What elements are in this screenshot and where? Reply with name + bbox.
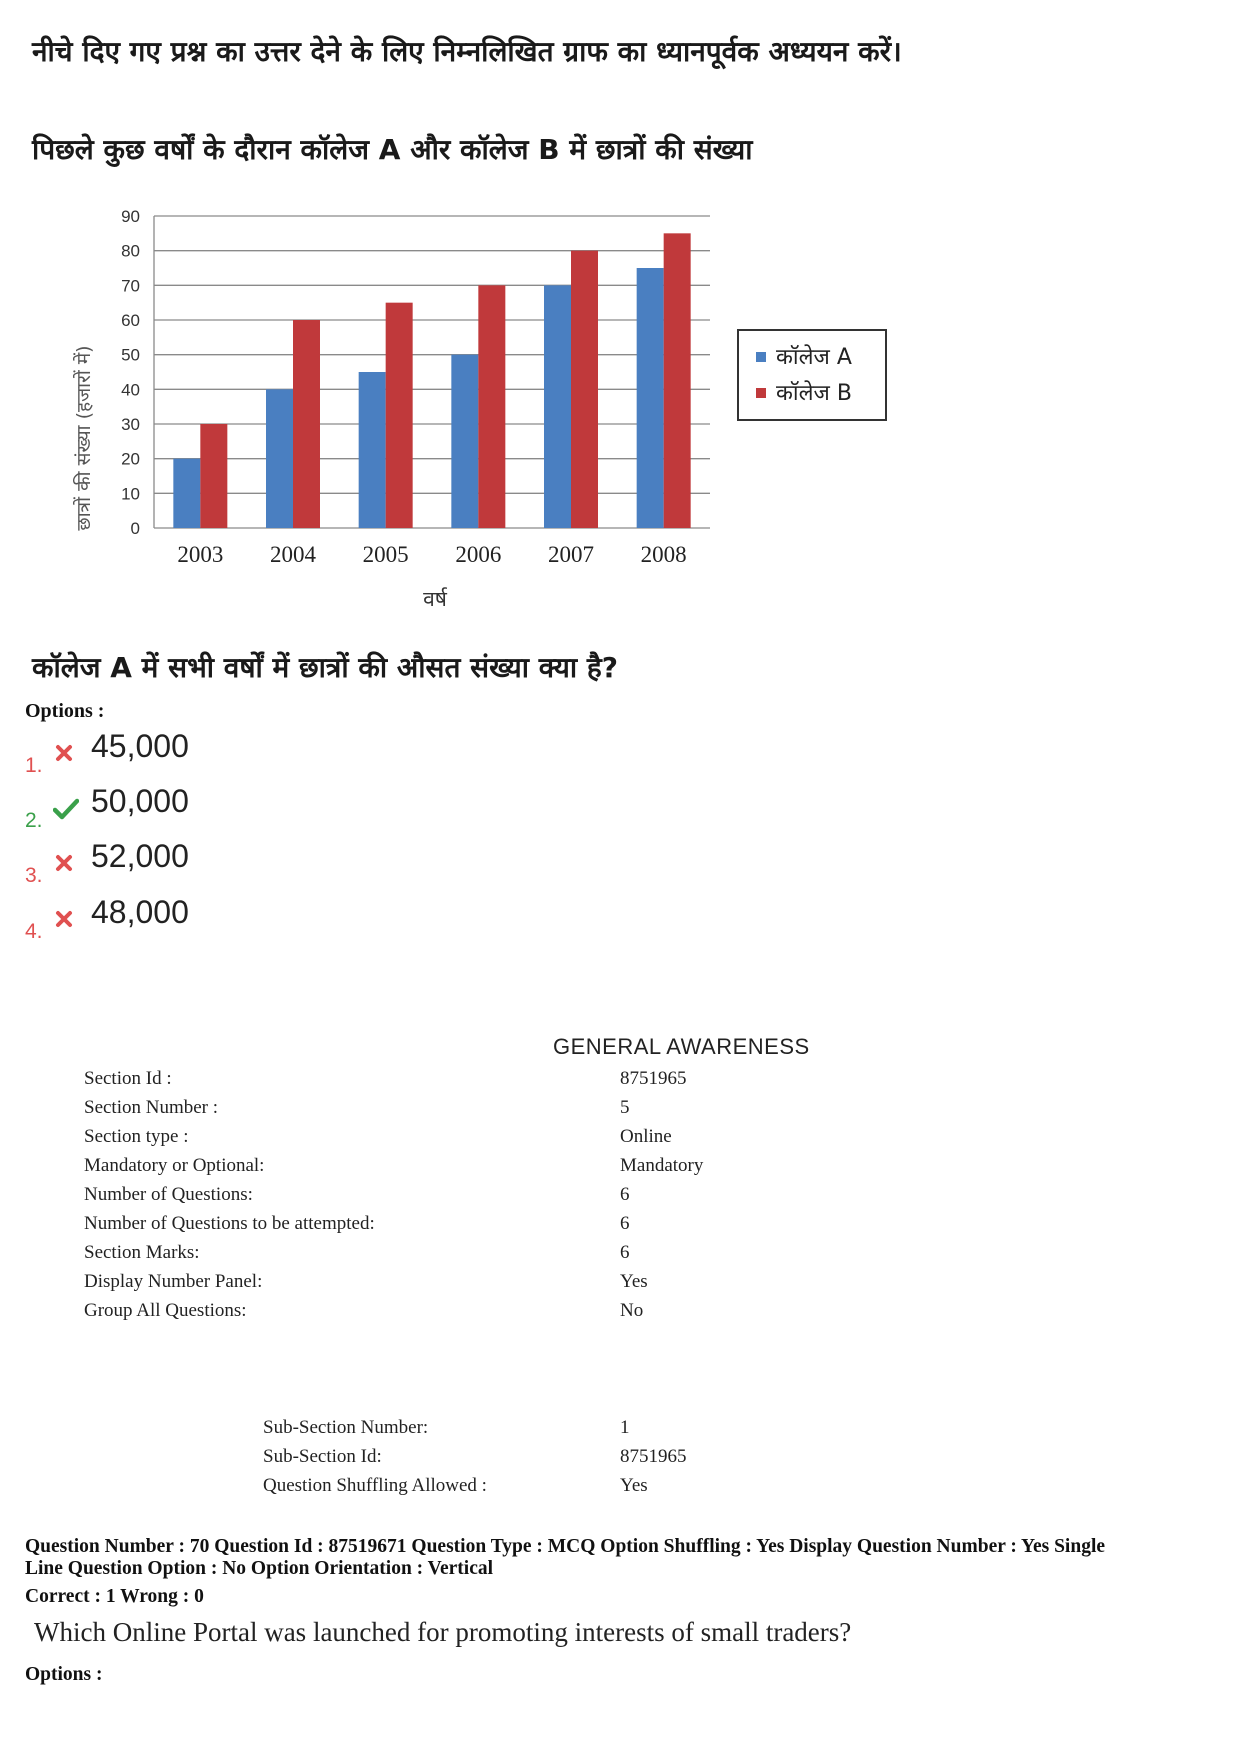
question-text-70: Which Online Portal was launched for promoting interests of small traders? [34,1617,852,1647]
bar-college-b-2003 [200,424,227,528]
cross-icon [53,852,77,876]
cross-icon [53,908,77,932]
y-tick-label: 50 [121,345,140,365]
info-value: 1 [620,1417,630,1438]
subsection-info-row [0,1475,1240,1504]
bar-college-a-2004 [266,389,293,528]
legend-box [738,330,886,420]
section-info-row [0,1155,1240,1184]
bar-college-a-2003 [173,459,200,528]
bar-chart [60,196,920,636]
info-value: 8751965 [620,1068,687,1089]
subsection-info-row [0,1446,1240,1475]
options-label-70: Options : [25,1664,103,1685]
chart-heading: पिछले कुछ वर्षों के दौरान कॉलेज A और कॉलेज B में छात्रों की संख्या [32,133,753,166]
y-tick-label: 30 [121,415,140,434]
bar-college-b-2007 [571,251,598,528]
chart-bars [173,233,690,528]
option-4 [25,894,425,944]
options-label: Options : [25,700,105,722]
bar-college-a-2007 [544,285,571,528]
info-value: Yes [620,1271,648,1292]
option-number: 2. [25,809,43,832]
option-number: 4. [25,920,43,943]
y-tick-label: 70 [121,276,140,296]
y-tick-label: 40 [121,380,140,400]
info-key: Section type : [84,1126,189,1147]
option-value: 48,000 [91,894,189,930]
question-meta-line-2: Line Question Option : No Option Orientation : Vertical [25,1558,494,1579]
bar-college-a-2006 [451,355,478,528]
question-marks: Correct : 1 Wrong : 0 [25,1586,204,1607]
y-tick-labels [121,207,140,538]
option-2 [25,783,425,833]
info-value: Online [620,1126,672,1147]
info-key: Group All Questions: [84,1300,247,1321]
info-value: 5 [620,1097,630,1118]
info-key: Number of Questions: [84,1184,253,1205]
x-axis-label: वर्ष [423,587,447,611]
y-tick-label: 20 [121,449,140,469]
y-tick-label: 80 [121,241,140,261]
info-key: Sub-Section Number: [263,1417,429,1438]
option-value: 52,000 [91,838,189,874]
info-key: Mandatory or Optional: [84,1155,265,1176]
x-tick-label: 2008 [640,542,687,567]
section-info-row [0,1242,1240,1271]
x-tick-label: 2003 [177,542,224,567]
option-1 [25,728,425,778]
y-tick-label: 10 [121,484,140,504]
question-text: कॉलेज A में सभी वर्षों में छात्रों की औसत संख्या क्या है? [32,651,619,684]
option-number: 1. [25,754,43,777]
chart-svg [60,196,920,636]
info-key: Question Shuffling Allowed : [263,1475,487,1496]
option-3 [25,838,425,888]
bar-college-b-2004 [293,320,320,528]
y-tick-label: 60 [121,311,140,330]
info-value: 6 [620,1242,630,1263]
section-info-row [0,1126,1240,1155]
option-value: 50,000 [91,783,189,819]
info-key: Section Number : [84,1097,219,1118]
bar-college-a-2005 [359,372,386,528]
y-tick-label: 90 [121,207,140,226]
question-intro: नीचे दिए गए प्रश्न का उत्तर देने के लिए निम्नलिखित ग्राफ का ध्यानपूर्वक अध्ययन करें। [32,35,902,68]
x-tick-label: 2004 [270,542,316,567]
x-tick-label: 2007 [548,542,594,567]
section-info-row [0,1271,1240,1300]
section-info-row [0,1068,1240,1097]
legend-swatch [756,352,766,362]
legend-swatch [756,388,766,398]
x-tick-label: 2005 [362,542,409,567]
info-value: 8751965 [620,1446,687,1467]
section-info-row [0,1213,1240,1242]
option-value: 45,000 [91,728,189,764]
section-title: GENERAL AWARENESS [553,1034,810,1059]
info-key: Section Id : [84,1068,172,1089]
info-key: Number of Questions to be attempted: [84,1213,375,1234]
info-key: Section Marks: [84,1242,200,1263]
info-value: Mandatory [620,1155,704,1176]
subsection-info-row [0,1417,1240,1446]
chart-grid [154,216,710,528]
section-info-row [0,1097,1240,1126]
chart-legend [738,330,886,420]
option-number: 3. [25,864,43,887]
section-info-row [0,1300,1240,1329]
x-tick-labels [177,542,686,567]
bar-college-a-2008 [637,268,664,528]
x-tick-label: 2006 [455,542,502,567]
check-icon [53,797,77,821]
legend-label: कॉलेज A [776,345,852,370]
info-value: 6 [620,1213,630,1234]
info-key: Display Number Panel: [84,1271,263,1292]
info-key: Sub-Section Id: [263,1446,382,1467]
info-value: Yes [620,1475,648,1496]
y-axis-label: छात्रों की संख्या (हजारों में) [73,345,95,531]
y-tick-label: 0 [130,519,140,538]
info-value: No [620,1300,644,1321]
cross-icon [53,742,77,766]
question-meta-line-1: Question Number : 70 Question Id : 87519671 Question Type : MCQ Option Shuffling : Yes Display Question Number : Yes Single [25,1536,1106,1557]
info-value: 6 [620,1184,630,1205]
bar-college-b-2005 [386,303,413,528]
section-info-row [0,1184,1240,1213]
bar-college-b-2006 [478,285,505,528]
bar-college-b-2008 [664,233,691,528]
legend-label: कॉलेज B [776,381,852,406]
